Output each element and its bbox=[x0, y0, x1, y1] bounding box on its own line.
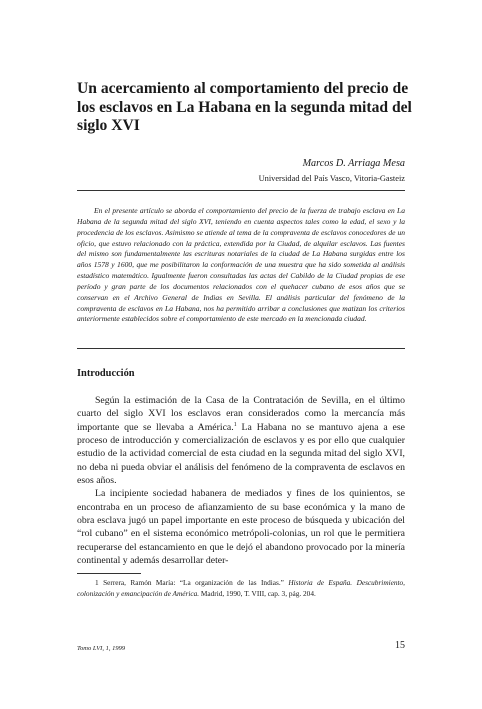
footnote-details: Madrid, 1990, T. VIII, cap. 3, pág. 204. bbox=[200, 588, 316, 598]
footnote-separator bbox=[77, 573, 141, 574]
body-text bbox=[77, 394, 405, 567]
body-paragraph: La incipiente sociedad habanera de mediados y fines de los quinientos, se encontraba en un proceso de afianzamiento de su base económica y la mano de obra esclava jugó un papel importante en este proceso de búsqueda y ubicación del “rol cubano” en el sistema económico metrópoli-colonias, un rol que le permitiera recuperarse del estancamiento en que le dejó el abandono provocado por la minería continental y además desarrollar deter- bbox=[77, 488, 405, 567]
abstract-text: En el presente artículo se aborda el comportamiento del precio de la fuerza de trabajo esclava en La Habana de la segunda mitad del siglo XVI, teniendo en cuenta aspectos tales como la edad, el sexo y la procedencia de los esclavos. Asimismo se atiende al tema de la compraventa de esclavos conocedores de un oficio, que estuvo relacionado con la práctica, extendida por la Ciudad, de alquilar esclavos. Las fuentes del mismo son fundamentalmente las escrituras notariales de la ciudad de La Habana surgidas entre los años 1578 y 1600, que me posibilitaron la conformación de una muestra que ha sido sometida al análisis estadístico matemático. Igualmente fueron consultadas las actas del Cabildo de la Ciudad propias de ese período y gran parte de los documentos relacionados con el quehacer cubano de esos años que se conservan en el Archivo General de Indias en Sevilla. El análisis particular del fenómeno de la compraventa de esclavos en La Habana, nos ha permitido arribar a conclusiones que matizan los criterios anteriormente establecidos sobre el comportamiento de este mercado en la mencionada ciudad. bbox=[77, 206, 405, 324]
paragraph-text: Según la estimación de la Casa de la Contratación de Sevilla, en el último cuarto del siglo XVI los esclavos eran considerados como la mercancía más importante que se llevaba a América. bbox=[77, 395, 405, 433]
footnote-number: 1 bbox=[95, 578, 99, 587]
author-affiliation: Universidad del País Vasco, Vitoria-Gasteiz bbox=[258, 174, 405, 183]
page-number: 15 bbox=[395, 640, 405, 651]
footnote bbox=[77, 578, 405, 599]
footnote-work: Historia de España. Descubrimiento, colonización y emancipación de América. bbox=[77, 578, 406, 598]
section-heading: Introducción bbox=[77, 368, 135, 379]
abstract-top-rule bbox=[77, 190, 405, 191]
body-paragraph bbox=[77, 394, 405, 487]
abstract-bottom-rule bbox=[77, 348, 405, 349]
footnote-author: Serrera, Ramón María: “La organización de las Indias.” bbox=[103, 578, 284, 587]
article-title: Un acercamiento al comportamiento del precio de los esclavos en La Habana en la segunda mitad del siglo XVI bbox=[77, 80, 412, 134]
running-footer: Tomo LVI, 1, 1999 bbox=[77, 645, 126, 652]
paragraph-text: La Habana no se mantuvo ajena a ese proceso de introducción y comercialización de esclavos y es por ello que cualquier estudio de la actividad comercial de esta ciudad en la segunda mitad del siglo XVI, no deba ni pueda obviar el análisis del fenómeno de la compraventa de esclavos en esos años. bbox=[77, 421, 405, 487]
footnote-ref[interactable]: 1 bbox=[233, 421, 237, 428]
author-name: Marcos D. Arriaga Mesa bbox=[302, 158, 405, 169]
